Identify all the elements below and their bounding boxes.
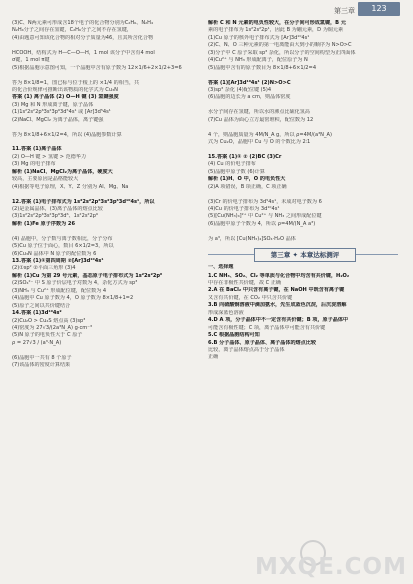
- text-line: (4)Cu²⁺ 与 NH₃ 形成配离子，配位原子为 N: [208, 57, 308, 64]
- text-line: 形成深蓝色溶液: [208, 309, 244, 316]
- section-title: 本章达标测评: [300, 251, 340, 260]
- watermark: MXQE.COM: [255, 554, 407, 580]
- text-line: HCOOH，结构式为 H—C—O—H，1 mol 该分子中含有4 mol: [12, 49, 155, 56]
- text-line: (3)C、N两元素可形成含18个电子的化合物分别为C₂H₆、N₂H₄: [12, 20, 154, 26]
- text-line: [12, 191, 202, 198]
- text-line: [12, 228, 202, 235]
- text-line: 3.B 向硫酸铜溶液中滴加氨水，先生成蓝色沉淀，后沉淀溶解: [208, 302, 347, 309]
- section-chapter: 第三章: [270, 251, 291, 260]
- section-title-box: [254, 248, 356, 262]
- text-line: (5)晶胞中含有的原子数目为 8×1/8+6×1/2=4: [208, 64, 317, 71]
- text-line: (5)Cu 原子位于面心，数目 6×1/2=3，所以: [12, 243, 114, 250]
- text-line: (2)A 项错误，B 项正确，C 项正确: [208, 183, 287, 190]
- text-line: (5)晶胞中原子数 (6)计算: [208, 168, 265, 175]
- text-line: (6)晶胞中一共有 8 个原子: [12, 354, 72, 361]
- text-line: (6)晶胞中原子个数为 4，所以 ρ=4M/(N_A a³): [208, 220, 316, 227]
- text-line: [12, 347, 202, 354]
- text-line: [208, 124, 398, 131]
- text-line: 5.C 根据晶胞结构可知: [208, 332, 260, 339]
- left-column: [12, 20, 202, 370]
- book-icon: ✦: [292, 251, 298, 260]
- text-line: [208, 228, 398, 235]
- text-line: (3) Mg 的电子排布: [12, 161, 56, 168]
- text-line: (1)Cu 原子的核外电子排布式为 [Ar]3d¹⁰4s¹: [208, 34, 310, 41]
- text-line: (4) 晶胞中，分子数与离子数相比，分子分布: [12, 235, 113, 242]
- text-line: 11.答案 (1)离子晶体: [12, 146, 62, 153]
- text-line: (2)C、N、O 三种元素的第一电离能由大到小的顺序为 N>O>C: [208, 42, 352, 49]
- text-line: ρ = 27√3 / (a³·N_A): [12, 339, 62, 346]
- text-line: 解析 (1)Cu 为第 29 号元素，基态原子电子排布式为 1s²2s²2p⁶: [12, 272, 163, 279]
- text-line: 1.C NH₃、SO₂、Cl₂ 等单质与化合物中均含有共价键，H₂O₂: [208, 272, 350, 279]
- text-line: (5)[Cu(NH₃)₄]²⁺ 中 Cu²⁺ 与 NH₃ 之间形成配位键: [208, 213, 322, 220]
- text-line: (2)NaCl、MgCl₂ 为离子晶体，离子键强: [12, 116, 104, 123]
- text-line: (3)Cr 的价电子排布为 3d⁵4s¹，未成对电子数为 6: [208, 198, 322, 205]
- text-line: (2) O—H 键 > 氢键 > 范德华力: [12, 153, 87, 160]
- page-number: 123: [358, 2, 400, 16]
- text-line: σ键，1 mol π键: [12, 57, 50, 64]
- right-column-bottom: [208, 273, 398, 362]
- text-line: 答为 8×1/8+6×1/2=4，所以 (4)晶胞参数计算: [12, 131, 122, 138]
- text-line: (3)sp³ 杂化 (4)配位键 (5)4: [208, 86, 272, 93]
- text-line: [208, 72, 398, 79]
- text-line: 2.A 在 BaCl₂ 中只含有离子键，在 NaOH 中既含有离子键: [208, 287, 345, 294]
- text-line: 为 a³，所以 [Cu(NH₃)₄]SO₄·H₂O 晶体: [208, 235, 296, 242]
- text-line: 较高，主要原因是晶格能较大: [12, 176, 79, 183]
- text-line: (6)晶胞的边长为 a cm，则晶体密度: [208, 94, 291, 101]
- text-line: N₂H₄分子之间存在氢键，C₂H₆分子之间不存在氢键，: [12, 27, 132, 34]
- text-line: [208, 102, 398, 109]
- text-line: 4.D A 项，分子晶体中不一定含有共价键；B 项，原子晶体中: [208, 317, 349, 324]
- text-line: (4)密度为 27√3/(2a³N_A) g·cm⁻³: [12, 324, 92, 331]
- text-line: 解析 (1)NaCl、MgCl₂为离子晶体，硬度大: [12, 168, 113, 175]
- text-line: (4)晶胞中 Cu 原子数为 4，O 原子数为 8×1/8+1=2: [12, 295, 134, 302]
- text-line: [12, 124, 202, 131]
- text-line: (5)根据晶胞示意图可知，一个晶胞中含有原子数为 12×1/6+2×1/2+3=6: [12, 64, 182, 71]
- text-line: 正确: [208, 354, 219, 361]
- text-line: [208, 191, 398, 198]
- text-line: 的化合价规律可推断出该物质的化学式为 Cu₃N: [12, 86, 118, 93]
- text-line: 12.答案 (1)电子排布式为 1s²2s²2p⁶3s²3p⁶3d¹⁰4s¹，所以: [12, 198, 155, 205]
- page-header: [0, 0, 413, 22]
- text-line: (4)根据等电子原理，X、Y、Z 分别为 Al、Mg、Na: [12, 183, 129, 190]
- text-line: 解析 C 和 N 元素的电负性较大，在分子间可形成氢键，B 元: [208, 20, 346, 26]
- text-line: 解析 (1)H、O 中，O 的电负性大: [208, 176, 286, 183]
- text-line: (7)Cu 晶体为面心立方最密堆积，配位数为 12: [208, 116, 314, 123]
- text-line: [12, 139, 202, 146]
- text-line: 14.答案 (1)3d¹⁰4s²: [12, 310, 62, 317]
- text-line: (3)NH₃ 与 Cu²⁺ 形成配位键，配位数为 4: [12, 287, 107, 294]
- text-line: (6)Cu₃N 晶体中 N 原子的配位数为 6: [12, 250, 97, 257]
- text-line: (4) Cu 的价电子排布: [208, 161, 256, 168]
- section-banner: [208, 248, 398, 260]
- text-line: (4)Cu 的价电子排布为 3d¹⁰4s¹: [208, 205, 280, 212]
- text-line: 可能含有极性键；C 项，离子晶体中可能含有共价键: [208, 324, 326, 331]
- text-line: 13.答案 (1)①第四周期 ②[Ar]3d¹⁰4s¹: [12, 258, 104, 264]
- text-line: 式为 Cu₂O，晶胞中 Cu 与 O 的个数比为 2∶1: [208, 139, 311, 145]
- text-line: (3)1s²2s²2p⁶3s²3p⁶3d⁶、1s²2s²2p⁶: [12, 213, 99, 220]
- text-line: (5)原子之间以共价键结合: [12, 302, 71, 309]
- text-line: (4)由题意可知该化合物的相对分子质量为46，且其所含化合物: [12, 34, 154, 41]
- text-line: [12, 42, 202, 49]
- text-line: 6.B 分子晶体、原子晶体、离子晶体的熔点比较: [208, 339, 316, 346]
- text-line: 答为 8×1/8=1，图已标与位于棱上的 ×1/4 的相当，共: [12, 79, 140, 86]
- text-line: 素的电子排布为 1s²2s²2p¹，因此 B 为硼元素，D 为铜元素: [208, 27, 344, 34]
- text-line: (3) Mg 和 N 形成离子键，原子晶体: [12, 101, 94, 108]
- text-line: 又含有共价键，在 CO₂ 中只含共价键: [208, 294, 293, 301]
- text-line: 中存在非极性共价键，故 C 正确: [208, 280, 282, 286]
- right-column: [208, 20, 398, 362]
- subsection-title: 一、选择题: [208, 264, 234, 271]
- text-line: (2)Cu₂O > Cu₂S 熔点高 (3)sp³: [12, 317, 86, 324]
- text-line: (2)①sp² ②平面三角形 (3)4: [12, 265, 76, 272]
- right-column-top: [208, 20, 398, 243]
- text-line: 比较，离子晶体熔点高于分子晶体: [208, 346, 285, 353]
- text-line: (2)是金属晶体，(3)离子晶体的熔点比较: [12, 205, 103, 212]
- text-line: (2)SO₄²⁻ 中 S 原子价层电子对数为 4，杂化方式为 sp³: [12, 280, 138, 287]
- text-line: (5)N 原子的电负性大于 C 原子: [12, 332, 83, 339]
- text-line: 4 个，则晶胞质量为 4M/N_A g，所以 ρ=4M/(a³N_A): [208, 131, 333, 138]
- text-line: [12, 72, 202, 79]
- text-line: (7)该晶体的密度计算结果: [12, 362, 71, 369]
- text-line: 解析 (1)Fe 原子序数为 26: [12, 220, 75, 227]
- text-line: 水分子间存在氢键，所以水的沸点比硫化氢高: [208, 109, 310, 116]
- text-line: (3)分子中 C 原子采取 sp³ 杂化，所以分子的空间构型为正四面体: [208, 49, 356, 56]
- text-line: 答案 (1)[Ar]3d¹⁰4s¹ (2)N>O>C: [208, 79, 291, 86]
- text-line: 答案 (1) 离子晶体 (2) O—H 键 (3) 氢键强度: [12, 94, 119, 101]
- text-line: (1)1s²2s²2p⁶3s²3p⁶3d⁵4s¹ 或 [Ar]3d⁵4s¹: [12, 109, 111, 116]
- text-line: [208, 146, 398, 153]
- header-chapter: 第三章: [334, 7, 355, 15]
- text-line: 15.答案 (1)① ② (2)BC (3)Cr: [208, 153, 282, 160]
